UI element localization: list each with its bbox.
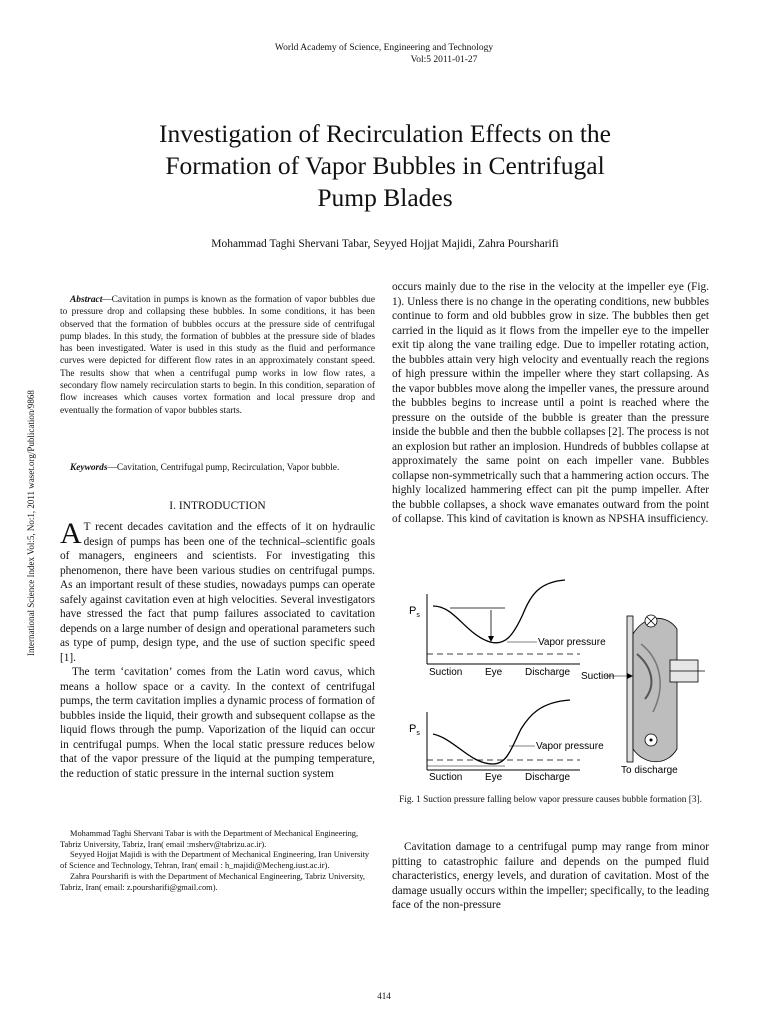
authors: Mohammad Taghi Shervani Tabar, Seyyed Hojjat Majidi, Zahra Poursharifi bbox=[211, 238, 559, 250]
pump-suction-label: Suction bbox=[581, 671, 615, 682]
title-line-1: Investigation of Recirculation Effects on the bbox=[158, 119, 611, 148]
dropcap: A bbox=[60, 517, 82, 550]
intro-para-1-text: T recent decades cavitation and the effects of it on hydraulic design of pumps has been one of the technical–scientific goals of managers, engineers and scientists. For investigating this phenomenon, there have been various studies on centrifugal pumps. As an important result of these studies, nowadays pumps can operate safely against cavitation even at high velocities. Several investigators have stressed the fact that pump failures associated to cavitation depends on a large number of design and operational parameters such as type of pump, design type, and the use of suction specific speed [1]. bbox=[60, 521, 375, 664]
bottom-eye-label: Eye bbox=[485, 772, 503, 783]
top-pressure-curve bbox=[433, 580, 565, 643]
journal-name: World Academy of Science, Engineering and Technology bbox=[274, 43, 494, 53]
bottom-vapor-label: Vapor pressure bbox=[536, 741, 604, 752]
abstract-text: —Cavitation in pumps is known as the formation of vapor bubbles due to pressure drop and collapsing these bubbles. In some conditions, it has been observed that the formation of bubbles occurs at the pressure side of centrifugal pump blades. In this study, the formation of bubbles at the pressure side of blades has been investigated. Water is used in this study as the fluid and performance curves were depicted for different flow rates in an approximately constant speed. The results show that when a centrifugal pump works in low flow rates, a secondary flow namely recirculation starts to begin. In this condition, separation of flow increases which causes vortex formation and local pressure drop and eventually the formation of vapor bubbles starts. bbox=[60, 295, 375, 416]
right-column-para-2 bbox=[392, 840, 709, 913]
figure-1 bbox=[405, 574, 705, 794]
top-vapor-label: Vapor pressure bbox=[538, 637, 606, 648]
title-line-2: Formation of Vapor Bubbles in Centrifugal bbox=[165, 151, 605, 180]
bottom-discharge-label: Discharge bbox=[525, 772, 571, 783]
title-line-3: Pump Blades bbox=[317, 183, 453, 212]
right-column-para-1: occurs mainly due to the rise in the velocity at the impeller eye (Fig. 1). Unless there is no change in the operating conditions, new bubbles continue to form and old bubbles grow in size. The bubbles then get carried in the liquid as it flows from the impeller eye to the impeller exit tip along the vane trailing edge. Due to impeller rotating action, the bubbles attain very high velocity and eventually reach the regions of high pressure within the impeller where they start collapsing. As the vapor bubbles move along the impeller vanes, the pressure around the bubbles begins to increase until a point is reached where the pressure on the outside of the bubble is greater than the pressure inside the bubble and then the bubble collapses [2]. The process is not an explosion but rather an implosion. Hundreds of bubbles collapse at approximately the same point on each impeller vane. Bubbles collapse non-symmetrically such that a hammering action occurs. The highly localized hammering effect can pit the pump impeller. After the bubble collapses, a shock wave emanates outward from the point of collapse. This kind of cavitation is known as NPSHA insufficiency. bbox=[392, 281, 709, 525]
keywords-label: Keywords bbox=[70, 463, 108, 473]
sidebar-citation: International Science Index Vol:5, No:1, 2011 waset.org/Publication/9868 bbox=[26, 390, 36, 656]
footnote-1: Mohammad Taghi Shervani Tabar is with the Department of Mechanical Engineering, Tabriz University, Tabriz, Iran( email :msherv@tabrizu.ac.ir). bbox=[60, 829, 359, 849]
section-heading: I. INTRODUCTION bbox=[169, 500, 266, 512]
pump-section-illustration bbox=[605, 615, 705, 762]
intro-para-1 bbox=[60, 517, 375, 665]
keywords bbox=[60, 462, 375, 474]
abstract bbox=[60, 294, 375, 417]
bottom-suction-label: Suction bbox=[429, 772, 463, 783]
ps-label-bottom: $P_s$ bbox=[409, 723, 420, 737]
right-para-2-text: Cavitation damage to a centrifugal pump may range from minor pitting to catastrophic failure and depends on the pumped fluid characteristics, energy levels, and duration of cavitation. Most of the damage usually occurs within the impeller; specifically, to the leading face of the non-pressure bbox=[392, 841, 709, 911]
footnotes bbox=[60, 829, 375, 893]
paper-title bbox=[90, 118, 680, 214]
ps-label-top: $P_s$ bbox=[409, 605, 420, 619]
footnote-3: Zahra Poursharifi is with the Department of Mechanical Engineering, Tabriz University, Tabriz, Iran( email: z.poursharifi@gmail.com). bbox=[60, 871, 366, 892]
top-suction-label: Suction bbox=[429, 667, 463, 678]
keywords-text: —Cavitation, Centrifugal pump, Recirculation, Vapor bubble. bbox=[107, 463, 340, 473]
volume-date: Vol:5 2011-01-27 bbox=[410, 55, 478, 65]
intro-para-2: The term ‘cavitation’ comes from the Latin word cavus, which means a hollow space or a cavity. In the context of centrifugal pumps, the term cavitation implies a dynamic process of formation of bubbles inside the liquid, their growth and subsequent collapse as the liquid flows through the pump. Vaporization of the liquid can occur in centrifugal pumps. When the local static pressure reduces below that of the vapor pressure of the liquid at the pumping temperature, the reduction of static pressure in the internal suction system bbox=[60, 666, 375, 780]
to-discharge-label: To discharge bbox=[621, 765, 678, 776]
abstract-label: Abstract bbox=[70, 295, 103, 305]
intro-text bbox=[60, 517, 375, 781]
cavitation-diagram bbox=[405, 574, 705, 789]
bottom-pressure-curve bbox=[433, 700, 570, 764]
top-discharge-label: Discharge bbox=[525, 667, 571, 678]
page-number: 414 bbox=[377, 991, 391, 1001]
footnote-2: Seyyed Hojjat Majidi is with the Department of Mechanical Engineering, Iran University of Science and Technology, Tehran, Iran( email : h_majidi@Mecheng.iust.ac.ir). bbox=[60, 850, 370, 871]
top-eye-label: Eye bbox=[485, 667, 503, 678]
figure-caption: Fig. 1 Suction pressure falling below vapor pressure causes bubble formation [3]. bbox=[399, 795, 702, 805]
